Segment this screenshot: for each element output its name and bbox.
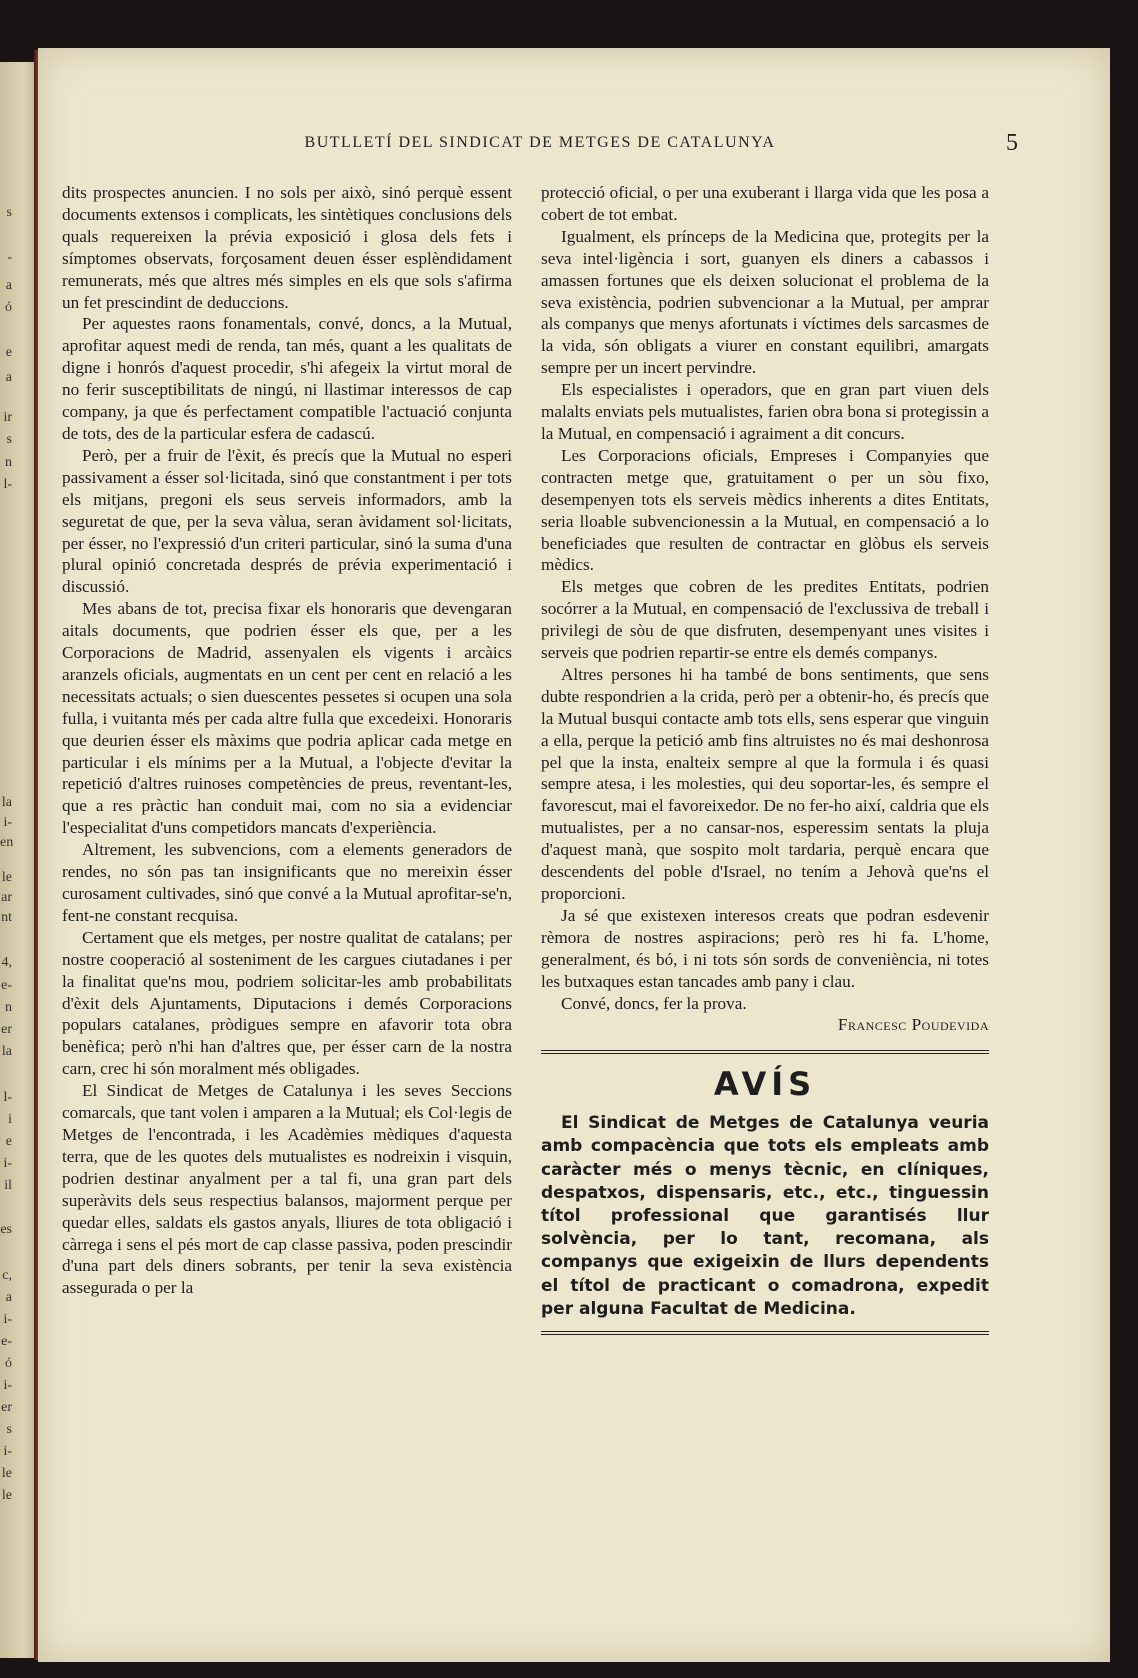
paragraph: Ja sé que existexen interesos creats que podran esdevenir rèmora de nostres aspiracions; però res hi fa. L'home, generalment, és bó, i ni tots són sords de conveniència, ni totes les butxaques estan tancades amb pany i clau. [541, 905, 989, 991]
facing-page-text-fragment: ó [5, 1356, 12, 1371]
facing-page-text-fragment: en [0, 835, 14, 850]
paragraph: Igualment, els prínceps de la Medicina que, protegits per la seva intel·ligència i sort, guanyen els diners a cabassos i amassen fortunes que els deixen solucionat el problema de la seva existència, podrien subvencionar a la Mutual, per amprar als companys que menys afortunats i víctimes dels sarcasmes de la vida, són obligats a viurer en constant equilibri, amargats sempre per un incert pervindre. [541, 226, 989, 378]
paragraph: Convé, doncs, fer la prova. [561, 993, 747, 1013]
facing-page-text-fragment: l- [3, 477, 12, 492]
facing-page-text-fragment: n [5, 1000, 12, 1015]
facing-page-text-fragment: - [7, 250, 12, 265]
facing-page-text-fragment: i- [3, 1444, 12, 1459]
facing-page-text-fragment: il [4, 1178, 12, 1193]
facing-page-text-fragment: s [6, 205, 12, 220]
facing-page-text-fragment: la [1, 1044, 12, 1059]
facing-page-text-fragment: i- [3, 1156, 12, 1171]
facing-page-text-fragment: s [6, 432, 12, 447]
facing-page-text-fragment: e- [1, 1334, 12, 1349]
facing-page-text-fragment: er [1, 1022, 12, 1037]
paragraph: Altrement, les subvencions, com a elements generadors de rendes, no són pas tan insignificants que no mereixin ésser curosament cultivades, sinó que convé a la Mutual aprofitar-se'n, fent-ne constant recquisa. [62, 840, 512, 925]
facing-page-text-fragment: e- [1, 978, 12, 993]
facing-page-text-fragment: le [1, 1466, 12, 1481]
paragraph: dits prospectes anuncien. I no sols per això, sinó perquè essent documents extensos i complicats, les sintètiques conclusions dels quals requereixen la prévia exposició i glosa dels fets i símptomes observats, forçosament deuen ésser esplèndidament remunerats, més que altres més simples en els que sols s'afirma un fet prescindint de deduccions. [62, 183, 512, 312]
facing-page-text-fragment: ar [1, 890, 12, 905]
facing-page-text-fragment: a [5, 1290, 12, 1305]
paragraph: Les Corporacions oficials, Empreses i Companyies que contracten metge que, gratuitament o per un sòu fixo, desempenyen tots els serveis mèdics inherents a dites Entitats, seria lloable subvencionessin a la Mutual, en compensació a lo beneficiades que resulten de contractar en glòbus els serveis mèdics. [541, 445, 989, 575]
facing-page-text-fragment: a [5, 278, 12, 293]
document-page [38, 48, 1110, 1662]
facing-page-text-fragment: le [1, 870, 12, 885]
paragraph: Els metges que cobren de les predites Entitats, podrien socórrer a la Mutual, en compensació de l'exclussiva de treball i privilegi de sòu de que disfruten, desempenyant unes visites i serveis que podrien repartir-se entre els demés companys. [541, 577, 989, 663]
facing-page-text-fragment: a [5, 370, 12, 385]
author-signature: Francesc Poudevida [837, 1015, 989, 1035]
facing-page-text-fragment: i- [3, 815, 12, 830]
facing-page-text-fragment: c, [2, 1268, 12, 1283]
facing-page-text-fragment: er [1, 1400, 12, 1415]
facing-page-text-fragment: s [6, 1422, 12, 1437]
divider [541, 1331, 989, 1335]
facing-page-text-fragment: n [5, 455, 12, 470]
paragraph: Mes abans de tot, precisa fixar els honoraris que devengaran aitals documents, que podrien ésser els que, per a les Corporacions de Madrid, assenyalen els vigents i arcàics aranzels oficials, augmentats en un cent per cent en relació a les necessitats actuals; o sien duescentes pessetes si ocupen una sola fulla, i vuitanta més per cada altre fulla que excedeixi. Honoraris que deurien ésser els màxims que podria aplicar cada metge en particular i els mínims per a la Mutual, a l'objecte d'evitar la repetició d'altres ruinoses competències de preus, reventant-les, que a res pràctic han conduit mai, com no sia a evidenciar l'especialitat d'uns competidors mancats d'experiència. [62, 599, 512, 838]
divider [541, 1050, 989, 1054]
paragraph: Per aquestes raons fonamentals, convé, doncs, a la Mutual, aprofitar aquest medi de renda, tan més, quant a les qualitats de digne i honrós d'aquest procedir, s'hi afegeix la virtut moral de no ferir susceptibilitats de ningú, ni llastimar interessos de cap company, ja que és perfectament compatible l'actuació conjunta de tots, des de la particular esfera de cadascú. [62, 314, 512, 443]
paragraph: protecció oficial, o per una exuberant i llarga vida que les posa a cobert de tot embat. [541, 183, 989, 224]
facing-page-text-fragment: la [1, 795, 12, 810]
facing-page-text-fragment: e [5, 345, 12, 360]
paragraph: Altres persones hi ha també de bons sentiments, que sens dubte respondrien a la crida, però per a obtenir-ho, és precís que la Mutual busqui contacte amb tots ells, sens esperar que vinguin a ella, perque la petició amb fins altruistes no és mai deshonrosa pel que la insta, enalteix sempre al que la formula i és quasi sempre atesa, i les molesties, qui deu soportar-les, és sempre el favorescut, mai el favoreixedor. De no fer-ho així, caldria que els mutualistes, per a no cansar-nos, esperessim sentats la pluja d'aquest manà, que sospito molt tardaria, perquè encara que descendents del poble d'Israel, no tením a Jehovà que'ns el proporcioni. [541, 664, 989, 903]
running-header: BUTLLETÍ DEL SINDICAT DE METGES DE CATALUNYA [304, 134, 776, 151]
facing-page-text-fragment: 4, [1, 955, 12, 970]
facing-page-text-fragment: le [1, 1488, 12, 1503]
facing-page-text-fragment: ó [5, 300, 12, 315]
facing-page-text-fragment: es [0, 1222, 12, 1237]
facing-page-text-fragment: i- [3, 1312, 12, 1327]
paragraph: Els especialistes i operadors, que en gran part viuen dels malalts enviats pels mutualistes, farien obra bona si protegissin a la Mutual, en compensació i agraiment a dit concurs. [541, 380, 989, 443]
right-column [541, 182, 989, 1335]
left-column [62, 182, 512, 1299]
facing-page-text-fragment: e [5, 1134, 12, 1149]
page-number: 5 [1006, 130, 1018, 156]
facing-page-text-fragment: ir [3, 410, 12, 425]
facing-page-text-fragment: i [8, 1112, 12, 1127]
paragraph: Però, per a fruir de l'èxit, és precís que la Mutual no esperi passivament a ésser sol·licitada, sinó que constantment i per tots els mitjans, pregoni els seus serveis informadors, amb la seguretat de que, per la seva vàlua, seran àvidament sol·licitats, per ésser, no l'expressió d'un criteri particular, sinó la suma d'una plural opinió concretada després de prévia experimentació i discussió. [62, 445, 512, 597]
paragraph: El Sindicat de Metges de Catalunya i les seves Seccions comarcals, que tant volen i amparen a la Mutual; els Col·legis de Metges de l'encontrada, i les Acadèmies mèdiques d'aquesta terra, que de les quotes dels mutualistes es nodreixin i visquin, podrien destinar anyalment per a tal fi, una gran part dels superàvits dels seus respectius balansos, majorment perque per quedar elles, saldats els gastos anyals, lliures de tota obligació i càrrega i sens el pés mort de cap classe passiva, poden prescindir d'una part dels diners sobrants, per tenir la seva existència assegurada o per la [62, 1081, 512, 1298]
facing-page-text-fragment: i- [3, 1378, 12, 1393]
paragraph: Certament que els metges, per nostre qualitat de catalans; per nostre cooperació al sosteniment de les cargues ciutadanes i per la finalitat que'ns mou, podriem solicitar-les amb probabilitats d'èxit dels Ajuntaments, Diputacions i demés Corporacions populars catalanes, pròdigues sempre en afavorir tota obra benèfica; però n'hi han d'altres que, per ésser carn de la nostra carn, crec hi són moralment més obligades. [62, 927, 512, 1079]
notice-title: AVÍS [713, 1065, 817, 1104]
facing-page-text-fragment: nt [1, 910, 12, 925]
notice-body: El Sindicat de Metges de Catalunya veuria amb compacència que tots els empleats amb caràcter més o menys tècnic, en clíniques, despatxos, dispensaris, etc., etc., tinguessin títol professional que garantisés llur solvència, per lo tant, recomana, als companys que exigeixin de llurs dependents el títol de practicant o comadrona, expedit per alguna Facultat de Medicina. [541, 1113, 989, 1319]
facing-page-text-fragment: l- [3, 1090, 12, 1105]
